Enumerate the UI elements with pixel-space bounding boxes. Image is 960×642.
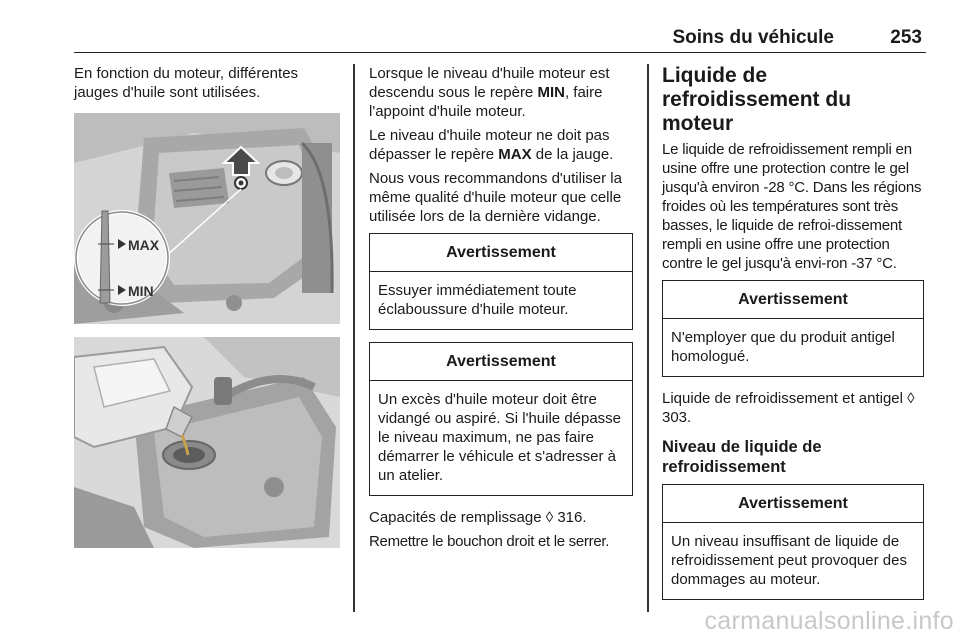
paragraph-cap: Remettre le bouchon droit et le serrer. (369, 533, 610, 550)
paragraph-oil-quality: Nous vous recommandons d'utiliser la même qualité d'huile moteur que celle utilisée lors de la dernière vidange. (369, 170, 622, 225)
page-number: 253 (890, 27, 922, 48)
min-label: MIN (128, 283, 154, 299)
oil-refill-photo (74, 337, 340, 548)
subsection-heading: Niveau de liquide de refroidissement (662, 438, 822, 476)
warning-box-splash (369, 233, 633, 330)
paragraph-capacities: Capacités de remplissage ◊ 316. (369, 509, 587, 526)
text-run: , faire l'appoint d'huile moteur. (369, 84, 603, 120)
section-title: Soins du véhicule (672, 27, 834, 48)
text-run: de la jauge. (531, 146, 614, 163)
column-1 (74, 64, 340, 107)
warning-box-excess (369, 342, 633, 496)
column-2 (369, 64, 633, 556)
warning-body: Un excès d'huile moteur doit être vidangé ou aspiré. Si l'huile dépasse le niveau maximum, ne pas faire démarrer le véhicule et s'adresser à un atelier. (378, 391, 622, 484)
page-header (74, 27, 926, 53)
paragraph-coolant-protection: Le liquide de refroidissement rempli en usine offre une protection contre le gel jusqu'à environ -28 °C. Dans les régions froides où les températures sont très basses, le liquide de refroi-dissement rempli en usine offre une protection contre le gel jusqu'à envi-ron -37 °C. (662, 141, 922, 272)
watermark: carmanualsonline.info (704, 607, 954, 635)
paragraph-max-level (369, 126, 633, 164)
paragraph-min-level (369, 64, 633, 121)
column-divider-2 (647, 64, 649, 612)
dipstick-photo (74, 113, 340, 324)
warning-box-coolant-level (662, 484, 924, 600)
warning-title: Avertissement (370, 234, 632, 272)
max-mark-text: MAX (498, 146, 532, 163)
warning-body: N'employer que du produit antigel homologué. (671, 329, 895, 365)
warning-body: Essuyer immédiatement toute éclaboussure d'huile moteur. (378, 282, 577, 318)
max-label: MAX (128, 237, 160, 253)
warning-title: Avertissement (370, 343, 632, 381)
intro-paragraph: En fonction du moteur, différentes jauges d'huile sont utilisées. (74, 65, 299, 101)
warning-title: Avertissement (663, 485, 923, 523)
min-mark-text: MIN (537, 84, 565, 101)
section-heading: Liquide de refroidissement du moteur (662, 64, 852, 135)
paragraph-coolant-reference: Liquide de refroidissement et antigel ◊ 303. (662, 390, 915, 426)
text-run: Lorsque le niveau d'huile moteur est descendu sous le repère (369, 65, 610, 101)
column-3 (662, 64, 924, 612)
warning-body: Un niveau insuffisant de liquide de refroidissement peut provoquer des dommages au moteur. (671, 533, 907, 588)
column-divider-1 (353, 64, 355, 612)
text-run: Le niveau d'huile moteur ne doit pas dépasser le repère (369, 127, 610, 163)
warning-box-antifreeze (662, 280, 924, 377)
warning-title: Avertissement (663, 281, 923, 319)
